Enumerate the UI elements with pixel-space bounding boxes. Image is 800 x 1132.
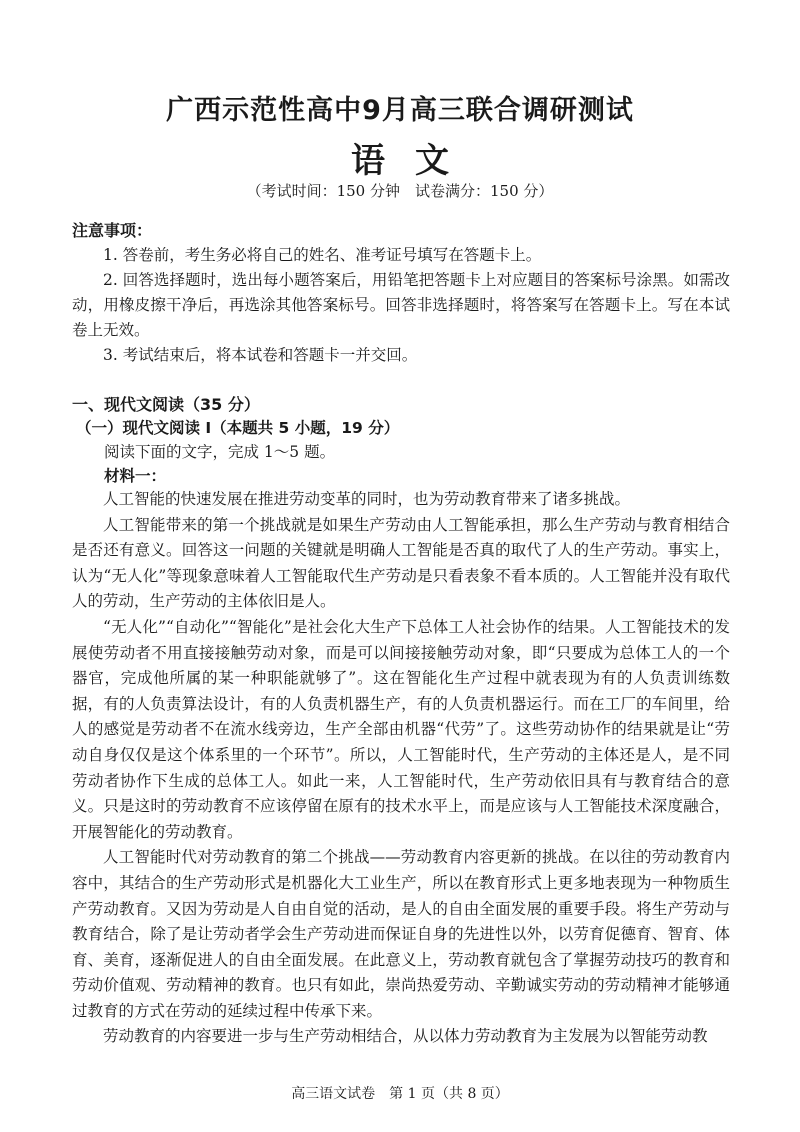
section-subheading: （一）现代文阅读 I（本题共 5 小题，19 分） xyxy=(76,419,400,437)
passage-paragraph: 劳动教育的内容要进一步与生产劳动相结合，从以体力劳动教育为主发展为以智能劳动教 xyxy=(103,1027,708,1046)
notice-item: 1. 答卷前，考生务必将自己的姓名、准考证号填写在答题卡上。 xyxy=(103,246,542,264)
passage-paragraph: 人工智能的快速发展在推进劳动变革的同时，也为劳动教育带来了诸多挑战。 xyxy=(103,490,631,508)
notice-item: 2. 回答选择题时，选出每小题答案后，用铅笔把答题卡上对应题目的答案标号涂黑。如需改动，用橡皮擦干净后，再选涂其他答案标号。回答非选择题时，将答案写在答题卡上。写在本试卷上无效。 xyxy=(72,271,730,339)
section-heading: 一、现代文阅读（35 分） xyxy=(72,395,260,414)
notice-item: 3. 考试结束后，将本试卷和答题卡一并交回。 xyxy=(103,346,418,364)
exam-title: 广西示范性高中9月高三联合调研测试 xyxy=(166,95,634,126)
passage-paragraph: 人工智能时代对劳动教育的第二个挑战——劳动教育内容更新的挑战。在以往的劳动教育内容中，其结合的生产劳动形式是机器化大工业生产，所以在教育形式上更多地表现为一种物质生产劳动教育。又因为劳动是人自由自觉的活动，是人的自由全面发展的重要手段。将生产劳动与教育结合，除了是让劳动者学会生产劳动进而保证自身的先进性以外，以劳育促德育、智育、体育、美育，逐渐促进人的自由全面发展。在此意义上，劳动教育就包含了掌握劳动技巧的教育和劳动价值观、劳动精神的教育。也只有如此，崇尚热爱劳动、辛勤诚实劳动的劳动精神才能够通过教育的方式在劳动的延续过程中传承下来。 xyxy=(72,848,730,1020)
material-label: 材料一： xyxy=(104,466,167,485)
page-footer: 高三语文试卷 第 1 页（共 8 页） xyxy=(291,1086,509,1102)
exam-info: （考试时间：150 分钟 试卷满分：150 分） xyxy=(246,182,554,200)
notice-heading: 注意事项： xyxy=(72,221,153,240)
passage-paragraph: “无人化”“自动化”“智能化”是社会化大生产下总体工人社会协作的结果。人工智能技术的发展使劳动者不用直接接触劳动对象，而是可以间接接触劳动对象，即“只要成为总体工人的一个器官，完成他所属的某一种职能就够了”。这在智能化生产过程中就表现为有的人负责训练数据，有的人负责算法设计，有的人负责机器生产，有的人负责机器运行。而在工厂的车间里，给人的感觉是劳动者不在流水线旁边，生产全部由机器“代劳”了。这些劳动协作的结果就是让“劳动自身仅仅是这个体系里的一个环节”。所以，人工智能时代，生产劳动的主体还是人，是不同劳动者协作下生成的总体工人。如此一来，人工智能时代，生产劳动依旧具有与教育结合的意义。只是这时的劳动教育不应该停留在原有的技术水平上，而是应该与人工智能技术深度融合，开展智能化的劳动教育。 xyxy=(72,617,730,841)
notice-list xyxy=(72,243,730,368)
section-instruction: 阅读下面的文字，完成 1～5 题。 xyxy=(104,443,336,461)
subject-title: 语文 xyxy=(351,141,479,181)
passage-paragraph: 人工智能带来的第一个挑战就是如果生产劳动由人工智能承担，那么生产劳动与教育相结合是否还有意义。回答这一问题的关键就是明确人工智能是否真的取代了人的生产劳动。事实上，认为“无人化”等现象意味着人工智能取代生产劳动是只看表象不看本质的。人工智能并没有取代人的劳动，生产劳动的主体依旧是人。 xyxy=(72,515,730,611)
reading-passage xyxy=(72,487,730,1050)
